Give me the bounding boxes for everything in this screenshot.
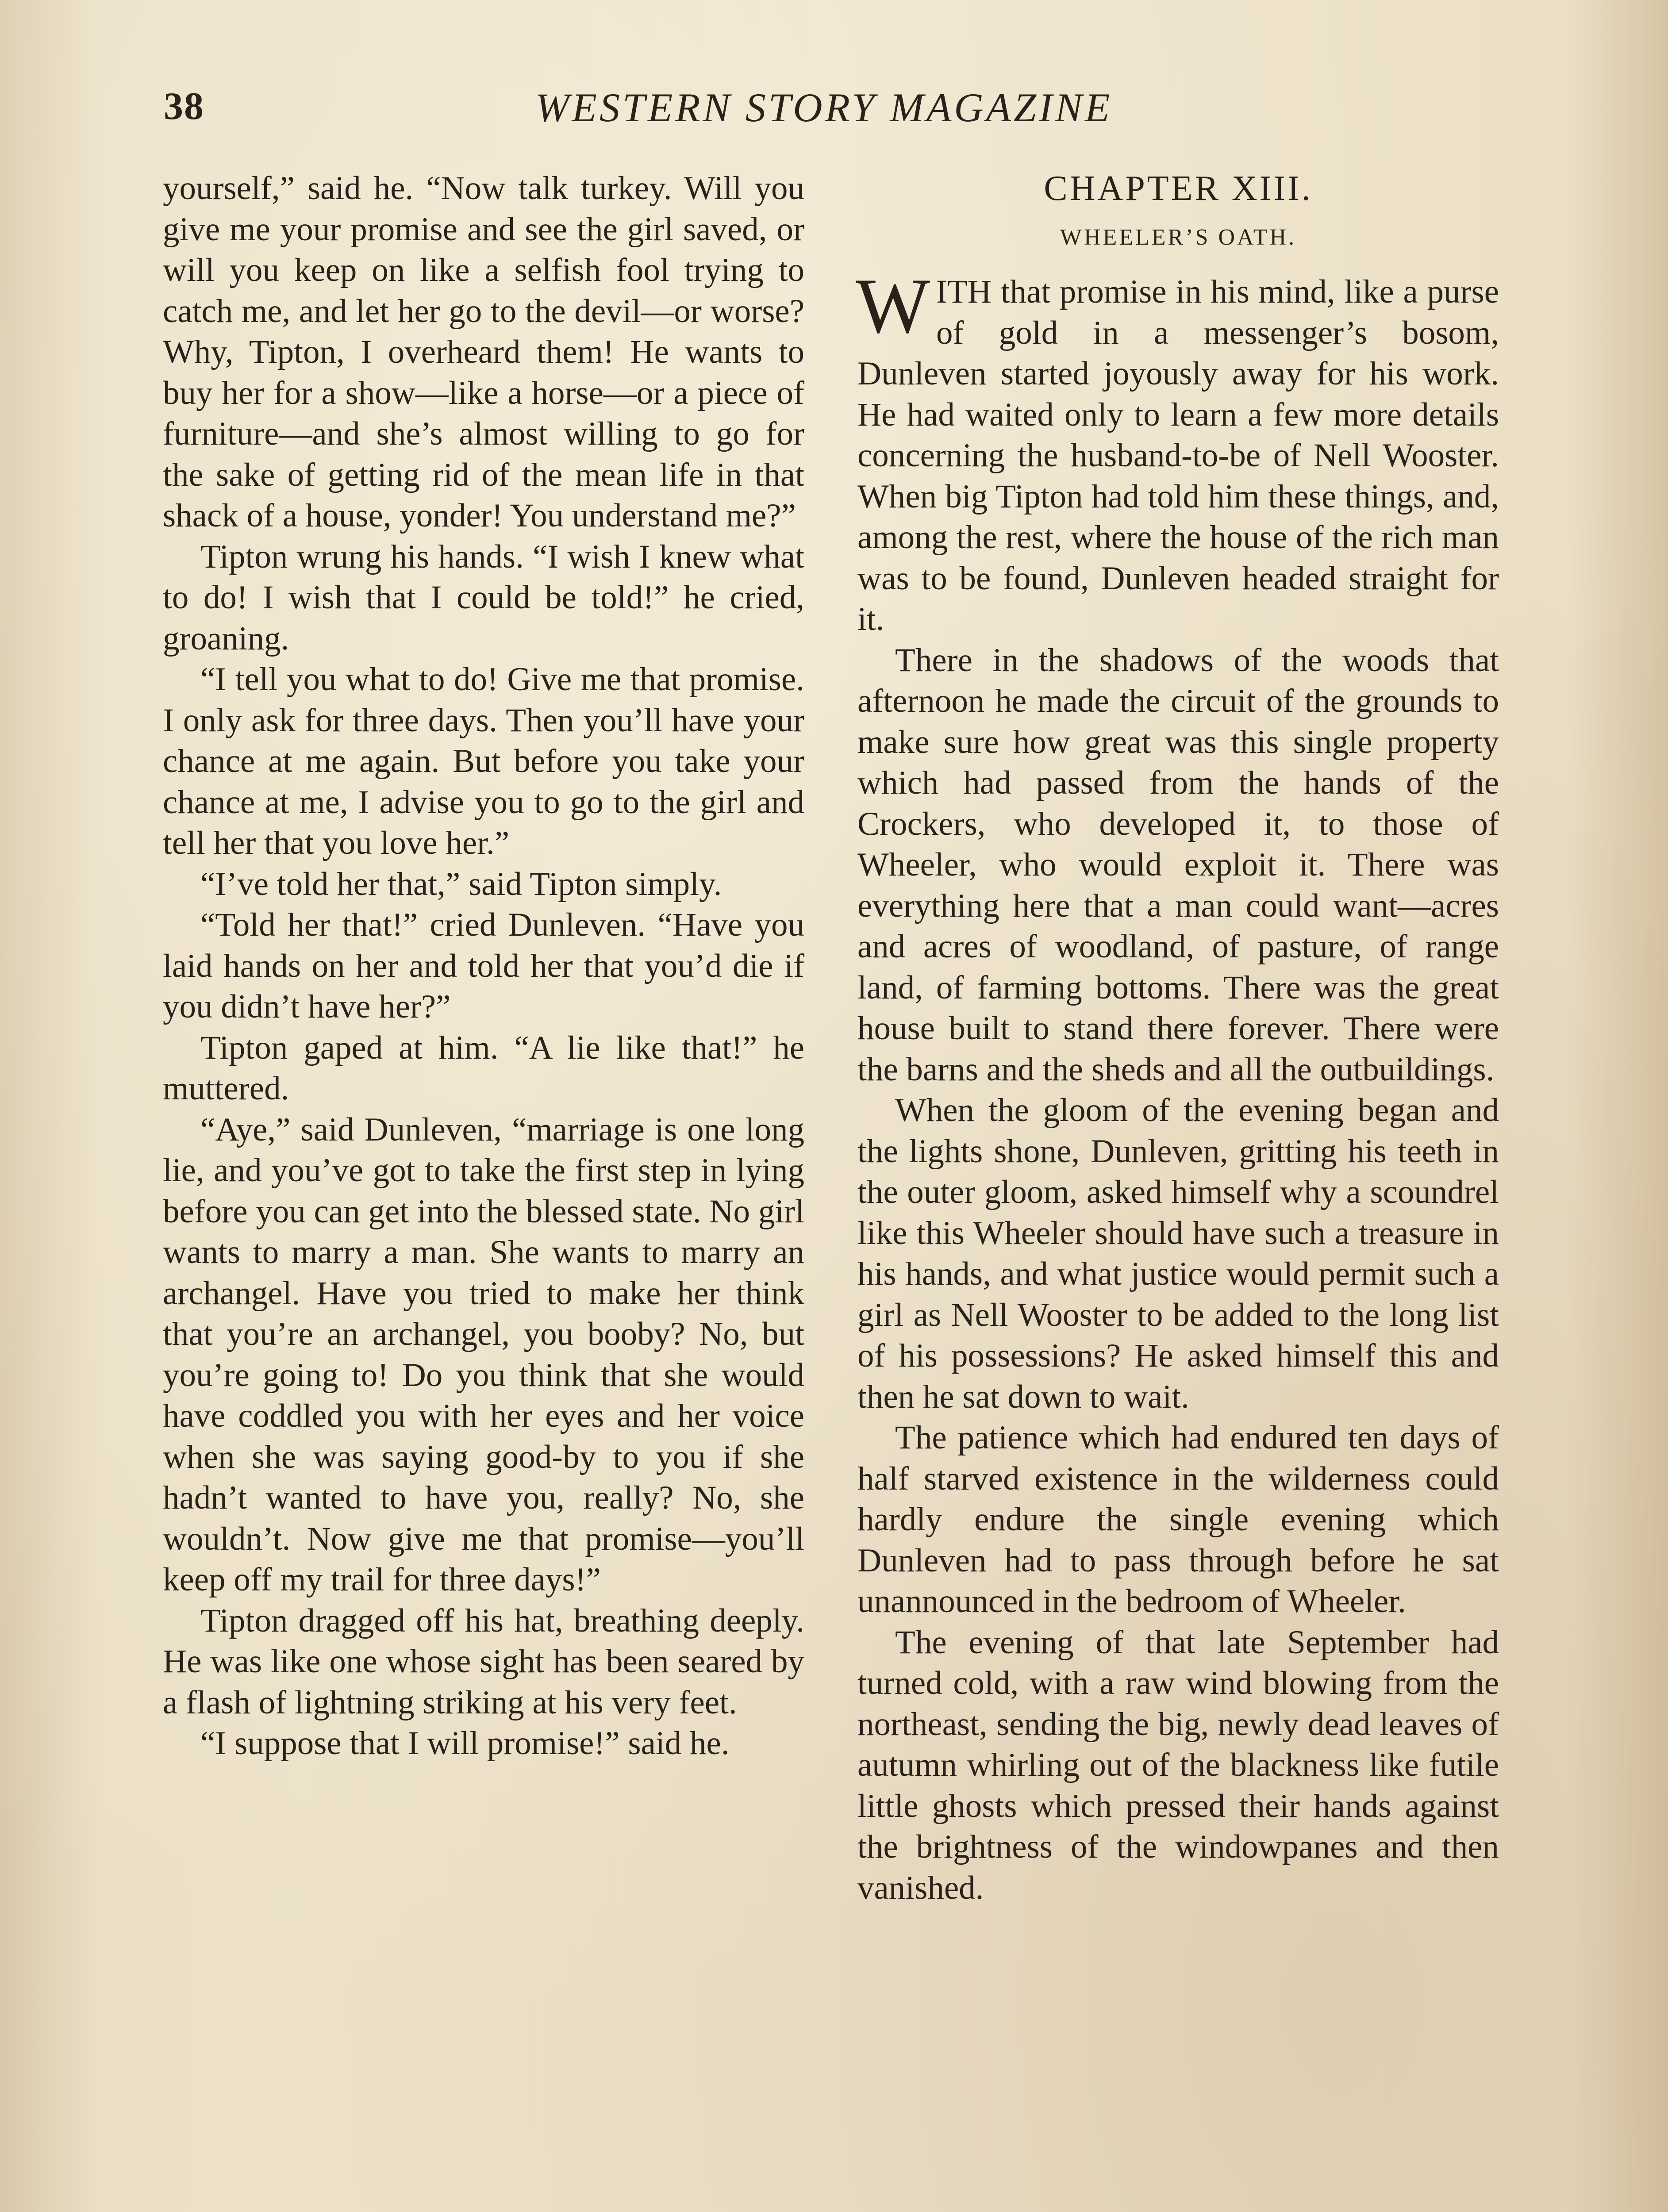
right-paragraph-4: The patience which had endured ten days of half starved existence in the wilderness could hardly endure the single evening which Dunleven had to pass through before he sat unannounced in the bedroom of Wheeler. bbox=[857, 1419, 1499, 1620]
left-paragraph-2: Tipton wrung his hands. “I wish I knew what to do! I wish that I could be told!” he cried, groaning. bbox=[163, 538, 804, 657]
running-head: WESTERN STORY MAGAZINE bbox=[535, 85, 1113, 130]
right-paragraph-2: There in the shadows of the woods that afternoon he made the circuit of the grounds to make sure how great was this single property which had passed from the hands of the Crockers, who developed it, to those of Wheeler, who would exploit it. There was everything here that a man could want—acres and acres of woodland, of pasture, of range land, of farming bottoms. There was the great house built to stand there forever. There were the barns and the sheds and all the outbuildings. bbox=[857, 641, 1499, 1088]
left-paragraph-5: “Told her that!” cried Dunleven. “Have you laid hands on her and told her that you’d die if you didn’t have her?” bbox=[163, 906, 804, 1025]
left-paragraph-9: “I suppose that I will promise!” said he. bbox=[200, 1725, 730, 1762]
right-paragraph-5: The evening of that late September had turned cold, with a raw wind blowing from the northeast, sending the big, newly dead leaves of autumn whirling out of the blackness like futile little ghosts which pressed their hands against the brightness of the windowpanes and then vanished. bbox=[857, 1624, 1499, 1906]
left-column bbox=[163, 168, 804, 1764]
right-paragraph-1 bbox=[856, 262, 1499, 640]
left-paragraph-8: Tipton dragged off his hat, breathing deeply. He was like one whose sight has been seared by a flash of lightning striking at his very feet. bbox=[163, 1602, 804, 1721]
chapter-subtitle: WHEELER’S OATH. bbox=[1060, 225, 1297, 250]
left-paragraph-1: yourself,” said he. “Now talk turkey. Will you give me your promise and see the girl saved, or will you keep on like a selfish fool trying to catch me, and let her go to the devil—or worse? Why, Tipton, I overheard them! He wants to buy her for a show—like a horse—or a piece of furniture—and she’s almost willing to go for the sake of getting rid of the mean life in that shack of a house, yonder! You understand me?” bbox=[163, 170, 804, 534]
left-paragraph-3: “I tell you what to do! Give me that promise. I only ask for three days. Then you’ll have your chance at me again. But before you take your chance at me, I advise you to go to the girl and tell her that you love her.” bbox=[163, 661, 804, 861]
left-paragraph-4: “I’ve told her that,” said Tipton simply. bbox=[200, 865, 722, 902]
right-paragraph-3: When the gloom of the evening began and the lights shone, Dunleven, gritting his teeth in the outer gloom, asked himself why a scoundrel like this Wheeler should have such a treasure in his hands, and what justice would permit such a girl as Nell Wooster to be added to the long list of his possessions? He asked himself this and then he sat down to wait. bbox=[857, 1092, 1499, 1415]
right-paragraph-1-text: ITH that promise in his mind, like a purse of gold in a messenger’s bosom, Dunleven started joyously away for his work. He had waited only to learn a few more details concerning the husband-to-be of Nell Wooster. When big Tipton had told him these things, and, among the rest, where the house of the rich man was to be found, Dunleven headed straight for it. bbox=[857, 273, 1499, 637]
chapter-title: CHAPTER XIII. bbox=[1044, 169, 1313, 208]
right-column bbox=[857, 168, 1499, 1909]
page-number: 38 bbox=[164, 85, 204, 128]
left-paragraph-7: “Aye,” said Dunleven, “marriage is one long lie, and you’ve got to take the first step in lying before you can get into the blessed state. No girl wants to marry a man. She wants to marry an archangel. Have you tried to make her think that you’re an archangel, you booby? No, but you’re going to! Do you think that she would have coddled you with her eyes and her voice when she was saying good-by to you if she hadn’t wanted to have you, really? No, she wouldn’t. Now give me that promise—you’ll keep off my trail for three days!” bbox=[163, 1111, 804, 1598]
drop-cap: W bbox=[856, 262, 930, 349]
left-paragraph-6: Tipton gaped at him. “A lie like that!” he muttered. bbox=[163, 1029, 804, 1107]
page-header bbox=[164, 84, 1500, 137]
